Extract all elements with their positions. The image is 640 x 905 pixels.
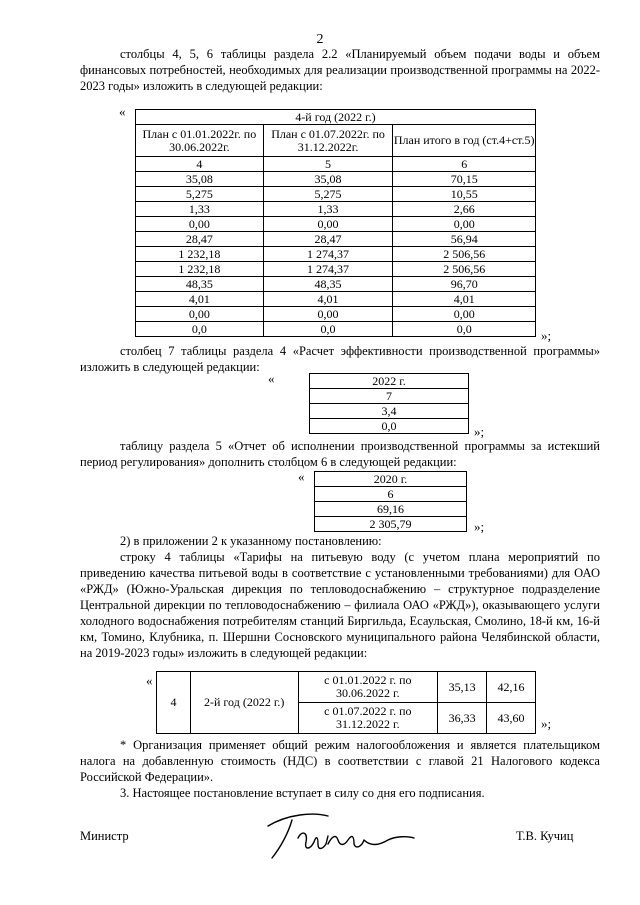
table-cell: 1,33 xyxy=(263,202,393,217)
table-cell: 1 274,37 xyxy=(263,262,393,277)
open-quote: « xyxy=(268,371,275,386)
tariff-value: 35,13 xyxy=(438,672,487,703)
signatory-name: Т.В. Кучиц xyxy=(516,829,574,843)
table-cell: 2,66 xyxy=(393,202,536,217)
open-quote: « xyxy=(146,673,153,688)
efficiency-table xyxy=(309,373,469,434)
table-cell: 1 232,18 xyxy=(136,262,264,277)
table-cell: 48,35 xyxy=(263,277,393,292)
year-cell: 2-й год (2022 г.) xyxy=(190,672,298,734)
table-cell: 70,15 xyxy=(393,172,536,187)
table-cell: 0,0 xyxy=(263,322,393,337)
table-cell: 4,01 xyxy=(136,292,264,307)
table-cell: 0,0 xyxy=(136,322,264,337)
close-quote: »; xyxy=(474,424,485,439)
table-cell: 1 232,18 xyxy=(136,247,264,262)
signatory-title: Министр xyxy=(80,829,129,843)
table-row xyxy=(315,502,467,517)
close-quote: »; xyxy=(541,716,552,731)
table-row xyxy=(310,419,469,434)
table-row xyxy=(310,374,469,389)
table-cell: 0,00 xyxy=(136,307,264,322)
table-row xyxy=(136,202,536,217)
table-row xyxy=(136,172,536,187)
period-cell: с 01.07.2022 г. по 31.12.2022 г. xyxy=(298,703,438,734)
table-cell: 5,275 xyxy=(263,187,393,202)
table-cell: 0,00 xyxy=(263,217,393,232)
table-cell: 28,47 xyxy=(263,232,393,247)
table-row xyxy=(315,472,467,487)
table-cell: 0,00 xyxy=(393,307,536,322)
column-number: 4 xyxy=(136,157,264,172)
paragraph-report: таблицу раздела 5 «Отчет об исполнении производственной программы за истекший период регулирования» дополнить столбцом 6 в следующей редакции: xyxy=(80,439,600,469)
report-table xyxy=(314,471,467,532)
open-quote: « xyxy=(298,469,305,484)
row-number: 4 xyxy=(157,672,191,734)
close-quote: »; xyxy=(541,328,552,343)
table-cell: 2022 г. xyxy=(310,374,469,389)
table-cell: 69,16 xyxy=(315,502,467,517)
table-cell: 3,4 xyxy=(310,404,469,419)
handwritten-signature xyxy=(258,806,418,866)
table-cell: 1 274,37 xyxy=(263,247,393,262)
paragraph-tariff: строку 4 таблицы «Тарифы на питьевую воду (с учетом плана мероприятий по приведению качества питьевой воды в соответствие с установленными требованиями) для ОАО «РЖД» (Южно-Уральская дирекция по тепловодоснабжению – структурное подразделение Центральной дирекции по тепловодоснабжению – филиала ОАО «РЖД»), оказывающего услуги холодного водоснабжения потребителям станций Биргильда, Есаульская, Смолино, 18-й км, 16-й км, Томино, Клубника, п. Шершни Сосновского муниципального района Челябинской области, на 2019-2023 годы» изложить в следующей редакции: xyxy=(80,550,600,660)
table-cell: 35,08 xyxy=(263,172,393,187)
footnote: * Организация применяет общий режим налогообложения и является плательщиком налога на добавленную стоимость (НДС) в соответствии с главой 21 Налогового кодекса Российской Федерации». xyxy=(80,738,600,784)
table-cell: 56,94 xyxy=(393,232,536,247)
table-cell: 48,35 xyxy=(136,277,264,292)
table-cell: 28,47 xyxy=(136,232,264,247)
table-cell: 0,00 xyxy=(136,217,264,232)
table-row xyxy=(136,292,536,307)
table-row xyxy=(136,307,536,322)
table-cell: 0,0 xyxy=(310,419,469,434)
column-number: 5 xyxy=(263,157,393,172)
table-cell: 10,55 xyxy=(393,187,536,202)
table-cell: 0,0 xyxy=(393,322,536,337)
table-cell: 2 506,56 xyxy=(393,262,536,277)
table-row xyxy=(136,277,536,292)
table-row xyxy=(136,217,536,232)
table-row xyxy=(157,672,536,703)
column-header: План с 01.01.2022г. по 30.06.2022г. xyxy=(136,125,264,157)
open-quote: « xyxy=(119,104,126,119)
table-row xyxy=(136,262,536,277)
paragraph-intro: столбцы 4, 5, 6 таблицы раздела 2.2 «Планируемый объем подачи воды и объем финансовых потребностей, необходимых для реализации производственной программы на 2022-2023 годы» изложить в следующей редакции: xyxy=(80,47,600,93)
table-cell: 96,70 xyxy=(393,277,536,292)
table-cell: 0,00 xyxy=(263,307,393,322)
table-cell: 0,00 xyxy=(393,217,536,232)
table-row xyxy=(310,389,469,404)
group-header: 4-й год (2022 г.) xyxy=(136,110,536,125)
column-header: План итого в год (ст.4+ст.5) xyxy=(393,125,536,157)
tariff-table xyxy=(156,671,536,734)
table-cell: 35,08 xyxy=(136,172,264,187)
column-number: 6 xyxy=(393,157,536,172)
table-cell: 4,01 xyxy=(263,292,393,307)
close-quote: »; xyxy=(474,519,485,534)
table-row xyxy=(310,404,469,419)
tariff-value-vat: 43,60 xyxy=(487,703,536,734)
paragraph-column7: столбец 7 таблицы раздела 4 «Расчет эффективности производственной программы» изложить в следующей редакции: xyxy=(80,344,600,374)
paragraph-effective: 3. Настоящее постановление вступает в силу со дня его подписания. xyxy=(120,786,485,800)
table-row xyxy=(136,322,536,337)
table-cell: 6 xyxy=(315,487,467,502)
paragraph-appendix: 2) в приложении 2 к указанному постановлению: xyxy=(120,534,382,548)
table-row xyxy=(315,517,467,532)
table-cell: 7 xyxy=(310,389,469,404)
period-cell: с 01.01.2022 г. по 30.06.2022 г. xyxy=(298,672,438,703)
plan-table xyxy=(135,109,536,337)
table-cell: 4,01 xyxy=(393,292,536,307)
table-row xyxy=(136,247,536,262)
table-cell: 1,33 xyxy=(136,202,264,217)
table-cell: 5,275 xyxy=(136,187,264,202)
column-header: План с 01.07.2022г. по 31.12.2022г. xyxy=(263,125,393,157)
table-cell: 2 506,56 xyxy=(393,247,536,262)
table-row xyxy=(136,187,536,202)
table-cell: 2 305,79 xyxy=(315,517,467,532)
tariff-value-vat: 42,16 xyxy=(487,672,536,703)
table-row xyxy=(136,232,536,247)
table-cell: 2020 г. xyxy=(315,472,467,487)
table-row xyxy=(315,487,467,502)
page-number: 2 xyxy=(316,32,324,47)
tariff-value: 36,33 xyxy=(438,703,487,734)
